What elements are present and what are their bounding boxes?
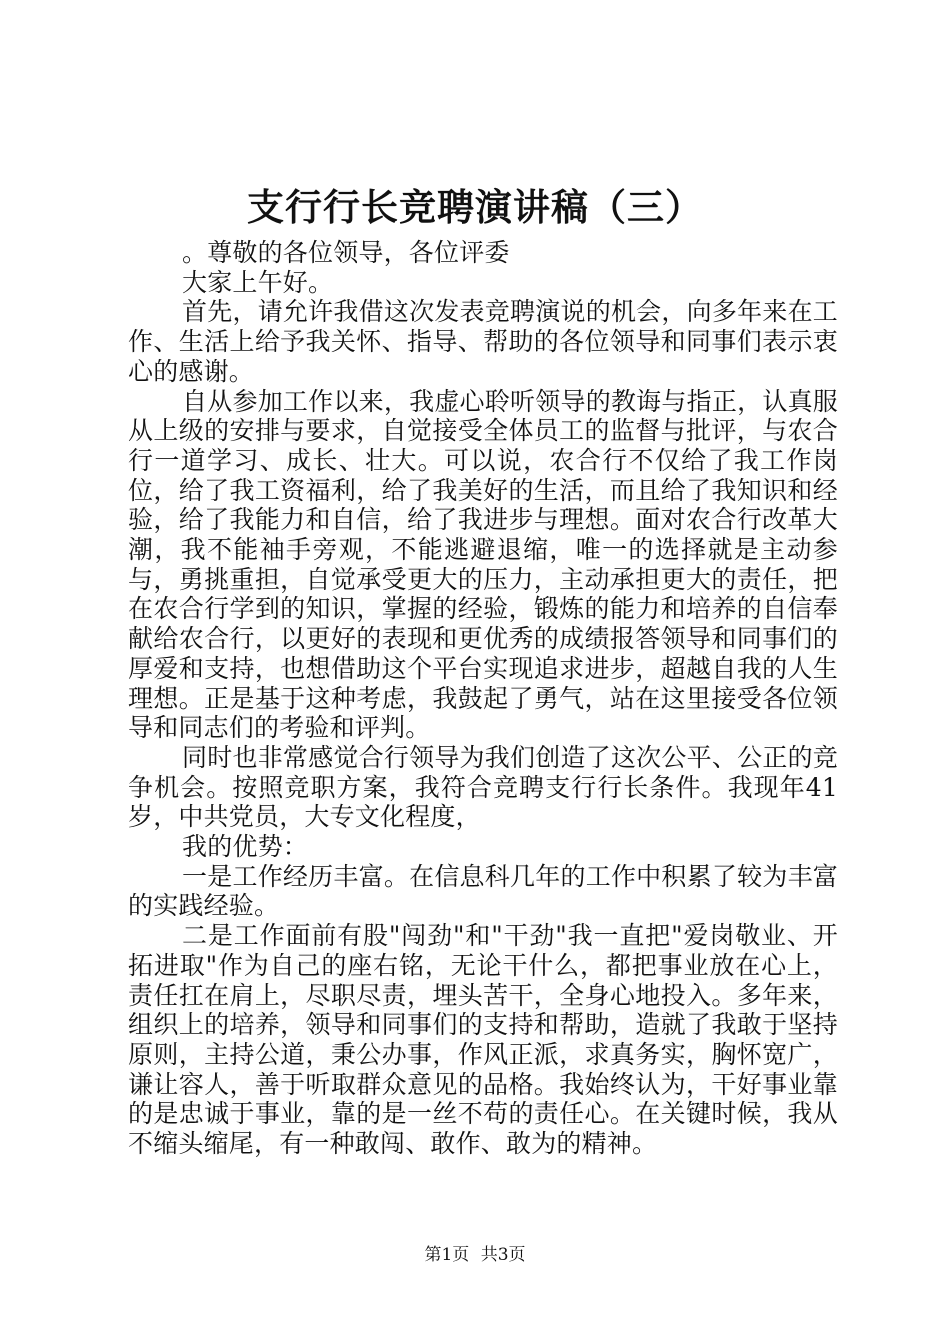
document-title: 支行行长竞聘演讲稿（三）	[247, 185, 703, 229]
paragraph-thanks: 首先，请允许我借这次发表竞聘演说的机会，向多年来在工作、生活上给予我关怀、指导、帮助的各位领导和同事们表示衷心的感谢。	[128, 297, 838, 386]
paragraph-qualification: 同时也非常感觉合行领导为我们创造了这次公平、公正的竞争机会。按照竞职方案，我符合竞聘支行行长条件。我现年41岁，中共党员，大专文化程度，	[128, 742, 838, 832]
paragraph-salutation: 。尊敬的各位领导，各位评委	[182, 238, 510, 267]
paragraph-experience: 自从参加工作以来，我虚心聆听领导的教诲与指正，认真服从上级的安排与要求，自觉接受全体员工的监督与批评，与农合行一道学习、成长、壮大。可以说，农合行不仅给了我工作岗位，给了我工资福利，给了我美好的生活，而且给了我知识和经验，给了我能力和自信，给了我进步与理想。面对农合行改革大潮，我不能袖手旁观，不能逃避退缩，唯一的选择就是主动参与，勇挑重担，自觉承受更大的压力，主动承担更大的责任，把在农合行学到的知识，掌握的经验，锻炼的能力和培养的自信奉献给农合行，以更好的表现和更优秀的成绩报答领导和同事们的厚爱和支持，也想借助这个平台实现追求进步，超越自我的人生理想。正是基于这种考虑，我鼓起了勇气，站在这里接受各位领导和同志们的考验和评判。	[128, 386, 838, 743]
page-number: 第1页	[424, 1245, 470, 1265]
paragraph-advantage-two: 二是工作面前有股"闯劲"和"干劲"我一直把"爱岗敬业、开拓进取"作为自己的座右铭，无论干什么，都把事业放在心上，责任扛在肩上，尽职尽责，埋头苦干，全身心地投入。多年来，组织上的培养，领导和同事们的支持和帮助，造就了我敢于坚持原则，主持公道，秉公办事，作风正派，求真务实，胸怀宽广，谦让容人，善于听取群众意见的品格。我始终认为，干好事业靠的是忠诚于事业，靠的是一丝不苟的责任心。在关键时候，我从不缩头缩尾，有一种敢闯、敢作、敢为的精神。	[128, 921, 838, 1159]
paragraph-advantages-heading: 我的优势：	[182, 832, 309, 862]
document-body	[128, 238, 838, 1159]
page-footer	[0, 1244, 950, 1266]
paragraph-greeting: 大家上午好。	[182, 267, 334, 297]
paragraph-advantage-one: 一是工作经历丰富。在信息科几年的工作中积累了较为丰富的实践经验。	[128, 861, 838, 921]
page-total: 共3页	[480, 1245, 526, 1265]
